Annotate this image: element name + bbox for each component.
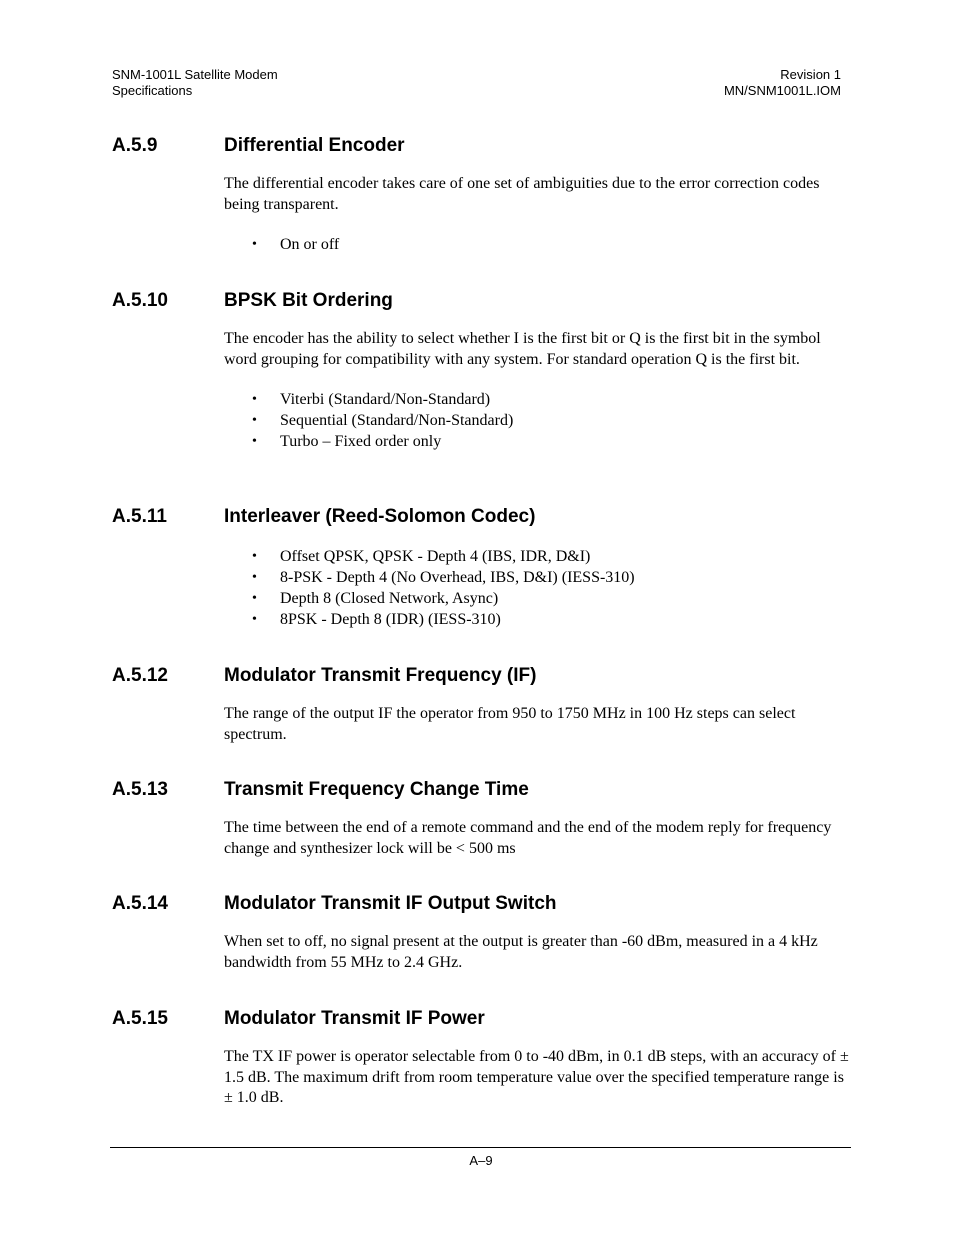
- section-number: A.5.13: [112, 779, 168, 800]
- paragraph: The TX IF power is operator selectable from 0 to -40 dBm, in 0.1 dB steps, with an accuracy of ± 1.5 dB. The maximum drift from room temperature value over the specified temperature range is ± 1.0 dB.: [224, 1048, 849, 1106]
- revision-label: Revision 1: [780, 67, 841, 82]
- section-title: Modulator Transmit IF Output Switch: [224, 893, 557, 914]
- section-heading: [112, 135, 852, 159]
- list-item-text: Depth 8 (Closed Network, Async): [280, 590, 499, 607]
- paragraph: The encoder has the ability to select whether I is the first bit or Q is the first bit in the symbol word grouping for compatibility with any system. For standard operation Q is the first bit.: [224, 330, 821, 368]
- list-item: [224, 431, 852, 452]
- section-a-5-11: [112, 506, 852, 630]
- section-a-5-10: [112, 290, 852, 452]
- bullet-icon: •: [252, 549, 257, 564]
- section-title: Transmit Frequency Change Time: [224, 779, 529, 800]
- list-item: [224, 546, 852, 567]
- paragraph: When set to off, no signal present at the output is greater than -60 dBm, measured in a 4 kHz bandwidth from 55 MHz to 2.4 GHz.: [224, 933, 818, 971]
- paragraph: The range of the output IF the operator from 950 to 1750 MHz in 100 Hz steps can select spectrum.: [224, 705, 796, 743]
- document-number: MN/SNM1001L.IOM: [723, 83, 841, 98]
- bullet-icon: •: [252, 434, 257, 449]
- section-heading: [112, 893, 852, 917]
- list-item-text: On or off: [280, 236, 340, 253]
- section-body: [224, 932, 849, 973]
- list-item-text: 8PSK - Depth 8 (IDR) (IESS-310): [280, 611, 501, 628]
- section-heading: [112, 506, 852, 530]
- section-title: Modulator Transmit Frequency (IF): [224, 665, 537, 686]
- list-item-text: Offset QPSK, QPSK - Depth 4 (IBS, IDR, D&I): [280, 548, 591, 565]
- section-a-5-14: [112, 893, 852, 973]
- bullet-list: [224, 234, 852, 255]
- section-number: A.5.10: [112, 290, 168, 311]
- section-a-5-12: [112, 665, 852, 745]
- document-title: SNM-1001L Satellite Modem: [112, 67, 278, 82]
- section-heading: [112, 290, 852, 314]
- section-title: BPSK Bit Ordering: [224, 290, 393, 311]
- list-item: [224, 588, 852, 609]
- section-body: [224, 1047, 849, 1109]
- section-number: A.5.15: [112, 1008, 168, 1029]
- section-a-5-9: [112, 135, 852, 255]
- list-item-text: Sequential (Standard/Non-Standard): [280, 412, 514, 429]
- bullet-list: [224, 546, 852, 630]
- bullet-icon: •: [252, 392, 257, 407]
- section-title: Modulator Transmit IF Power: [224, 1008, 485, 1029]
- list-item-text: Turbo – Fixed order only: [280, 433, 442, 450]
- list-item: [224, 609, 852, 630]
- bullet-icon: •: [252, 570, 257, 585]
- list-item: [224, 567, 852, 588]
- paragraph: The differential encoder takes care of one set of ambiguities due to the error correction codes being transparent.: [224, 175, 820, 213]
- list-item: [224, 234, 852, 255]
- footer-divider: [110, 1147, 851, 1148]
- document-chapter: Specifications: [112, 83, 193, 98]
- list-item-text: Viterbi (Standard/Non-Standard): [280, 391, 491, 408]
- paragraph: The time between the end of a remote command and the end of the modem reply for frequency change and synthesizer lock will be < 500 ms: [224, 819, 832, 857]
- section-title: Interleaver (Reed-Solomon Codec): [224, 506, 536, 527]
- bullet-icon: •: [252, 591, 257, 606]
- bullet-icon: •: [252, 237, 257, 252]
- section-number: A.5.9: [112, 135, 158, 156]
- page-number: A–9: [469, 1153, 493, 1168]
- page-header-left: [112, 67, 278, 99]
- section-body: [224, 329, 849, 370]
- section-number: A.5.12: [112, 665, 168, 686]
- bullet-icon: •: [252, 612, 257, 627]
- page-header-right: [724, 67, 841, 99]
- section-heading: [112, 779, 852, 803]
- section-number: A.5.11: [112, 506, 167, 527]
- bullet-icon: •: [252, 413, 257, 428]
- bullet-list: [224, 389, 852, 452]
- list-item: [224, 389, 852, 410]
- section-body: [224, 174, 849, 215]
- section-heading: [112, 665, 852, 689]
- list-item: [224, 410, 852, 431]
- section-number: A.5.14: [112, 893, 168, 914]
- section-title: Differential Encoder: [224, 135, 405, 156]
- list-item-text: 8-PSK - Depth 4 (No Overhead, IBS, D&I) (IESS-310): [280, 569, 635, 586]
- section-heading: [112, 1008, 852, 1032]
- section-body: [224, 704, 849, 745]
- section-a-5-13: [112, 779, 852, 859]
- section-a-5-15: [112, 1008, 852, 1109]
- section-body: [224, 818, 849, 859]
